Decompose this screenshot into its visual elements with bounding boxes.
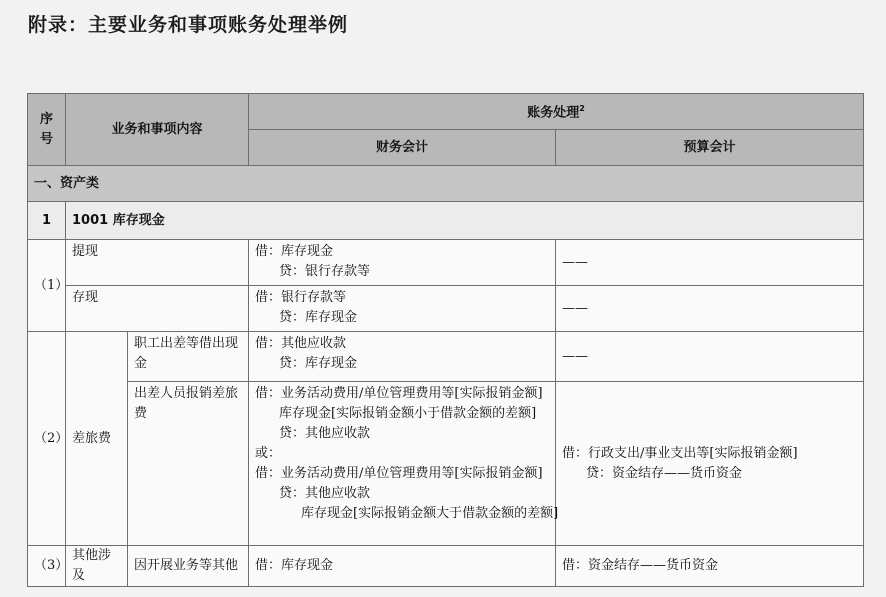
item-label: 1001 库存现金 xyxy=(66,202,864,240)
row-reimburse-financial xyxy=(249,382,559,546)
debit-line: 借：库存现金 xyxy=(255,244,334,259)
row-withdraw-desc: 提现 xyxy=(66,240,249,286)
credit-line: 贷：库存现金 xyxy=(279,310,358,325)
header-accounting xyxy=(249,94,864,130)
header-footnote: 2 xyxy=(579,104,585,114)
row-withdraw-financial xyxy=(249,240,556,286)
debit-line: 借：银行存款等 xyxy=(255,290,347,305)
row-deposit-budget: —— xyxy=(556,286,864,332)
group2-seq: （2） xyxy=(28,332,66,546)
debit-line: 借：其他应收款 xyxy=(255,336,347,351)
row-deposit-desc: 存现 xyxy=(66,286,249,332)
entry-line: 库存现金[实际报销金额大于借款金额的差额] xyxy=(301,506,559,521)
row-advance-financial xyxy=(249,332,556,382)
row-advance-sub: 职工出差等借出现金 xyxy=(128,332,249,382)
section-assets: 一、资产类 xyxy=(28,166,864,202)
page-title: 附录：主要业务和事项账务处理举例 xyxy=(28,14,349,36)
group3-seq: （3） xyxy=(28,546,66,587)
header-accounting-label: 账务处理 xyxy=(527,105,580,121)
entry-line: 贷：其他应收款 xyxy=(279,486,371,501)
accounting-table xyxy=(27,93,864,587)
row-reimburse-sub: 出差人员报销差旅费 xyxy=(128,382,249,546)
row-deposit-financial xyxy=(249,286,556,332)
header-content: 业务和事项内容 xyxy=(66,94,249,166)
budget-credit-line: 贷：资金结存——货币资金 xyxy=(586,465,743,481)
entry-line: 或： xyxy=(255,446,282,461)
group1-seq: （1） xyxy=(28,240,66,332)
budget-debit-line: 借：行政支出/事业支出等[实际报销金额] xyxy=(562,445,798,461)
group3-financial: 借：库存现金 xyxy=(249,546,556,587)
header-budget: 预算会计 xyxy=(556,130,864,166)
credit-line: 贷：库存现金 xyxy=(279,356,358,371)
group3-sub: 因开展业务等其他 xyxy=(128,546,249,587)
group3-budget: 借：资金结存——货币资金 xyxy=(556,546,864,587)
entry-line: 借：业务活动费用/单位管理费用等[实际报销金额] xyxy=(255,386,543,401)
entry-line: 借：业务活动费用/单位管理费用等[实际报销金额] xyxy=(255,466,543,481)
group2-label: 差旅费 xyxy=(66,332,128,546)
credit-line: 贷：银行存款等 xyxy=(279,264,371,279)
entry-line: 贷：其他应收款 xyxy=(279,426,371,441)
item-seq: 1 xyxy=(28,202,66,240)
header-seq: 序号 xyxy=(28,94,66,166)
group3-label: 其他涉及 xyxy=(66,546,128,587)
header-financial: 财务会计 xyxy=(249,130,556,166)
row-advance-budget: —— xyxy=(556,332,864,382)
row-reimburse-budget xyxy=(556,382,864,546)
entry-line: 库存现金[实际报销金额小于借款金额的差额] xyxy=(279,406,537,421)
row-withdraw-budget: —— xyxy=(556,240,864,286)
